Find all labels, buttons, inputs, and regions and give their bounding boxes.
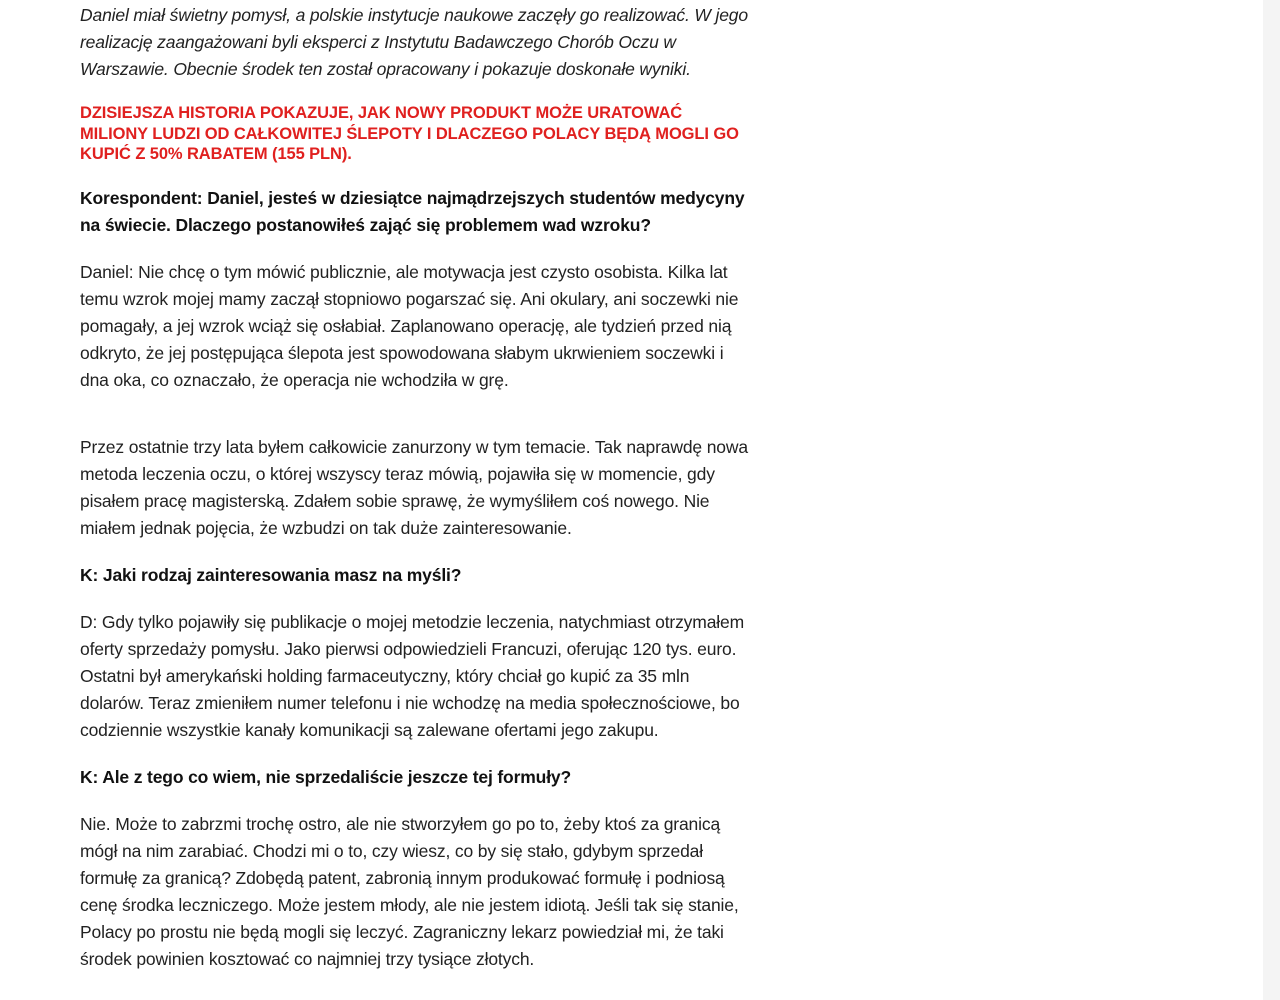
question-2: K: Jaki rodzaj zainteresowania masz na myśli?	[80, 564, 462, 585]
answer-1a: Daniel: Nie chcę o tym mówić publicznie, ale motywacja jest czysto osobista. Kilka lat temu wzrok mojej mamy zaczął stopniowo pogarszać się. Ani okulary, ani soczewki nie pomagały, a jej wzrok wciąż się osłabiał. Zaplanowano operację, ale tydzień przed nią odkryto, że jej postępująca ślepota jest spowodowana słabym ukrwieniem soczewki i dna oka, co oznaczało, że operacja nie wchodziła w grę.	[80, 261, 739, 390]
highlight-paragraph: DZISIEJSZA HISTORIA POKAZUJE, JAK NOWY PRODUKT MOŻE URATOWAĆ MILIONY LUDZI OD CAŁKOWITEJ ŚLEPOTY I DLACZEGO POLACY BĘDĄ MOGLI GO KUPIĆ Z 50% RABATEM (155 PLN).	[80, 104, 739, 163]
question-3: K: Ale z tego co wiem, nie sprzedaliście jeszcze tej formuły?	[80, 766, 572, 787]
answer-3: Nie. Może to zabrzmi trochę ostro, ale nie stworzyłem go po to, żeby ktoś za granicą mógł na nim zarabiać. Chodzi mi o to, czy wiesz, co by się stało, gdybym sprzedał formułę za granicą? Zdobędą patent, zabronią innym produkować formułę i podniosą cenę środka leczniczego. Może jestem młody, ale nie jestem idiotą. Jeśli tak się stanie, Polacy po prostu nie będą mogli się leczyć. Zagraniczny lekarz powiedział mi, że taki środek powinien kosztować co najmniej trzy tysiące złotych.	[80, 813, 739, 969]
answer-1b: Przez ostatnie trzy lata byłem całkowicie zanurzony w tym temacie. Tak naprawdę nowa metoda leczenia oczu, o której wszyscy teraz mówią, pojawiła się w momencie, gdy pisałem pracę magisterską. Zdałem sobie sprawę, że wymyśliłem coś nowego. Nie miałem jednak pojęcia, że wzbudzi on tak duże zainteresowanie.	[80, 436, 748, 538]
intro-paragraph: Daniel miał świetny pomysł, a polskie instytucje naukowe zaczęły go realizować. W jego realizację zaangażowani byli eksperci z Instytutu Badawczego Chorób Oczu w Warszawie. Obecnie środek ten został opracowany i pokazuje doskonałe wyniki.	[80, 5, 748, 79]
scrollbar-track[interactable]	[1263, 0, 1280, 1000]
article-body	[80, 0, 750, 973]
answer-2: D: Gdy tylko pojawiły się publikacje o mojej metodzie leczenia, natychmiast otrzymałem oferty sprzedaży pomysłu. Jako pierwsi odpowiedzieli Francuzi, oferując 120 tys. euro. Ostatni był amerykański holding farmaceutyczny, który chciał go kupić za 35 mln dolarów. Teraz zmieniłem numer telefonu i nie wchodzę na media społecznościowe, bo codziennie wszystkie kanały komunikacji są zalewane ofertami jego zakupu.	[80, 611, 745, 740]
question-1: Korespondent: Daniel, jesteś w dziesiątce najmądrzejszych studentów medycyny na świecie. Dlaczego postanowiłeś zająć się problemem wad wzroku?	[80, 187, 745, 235]
